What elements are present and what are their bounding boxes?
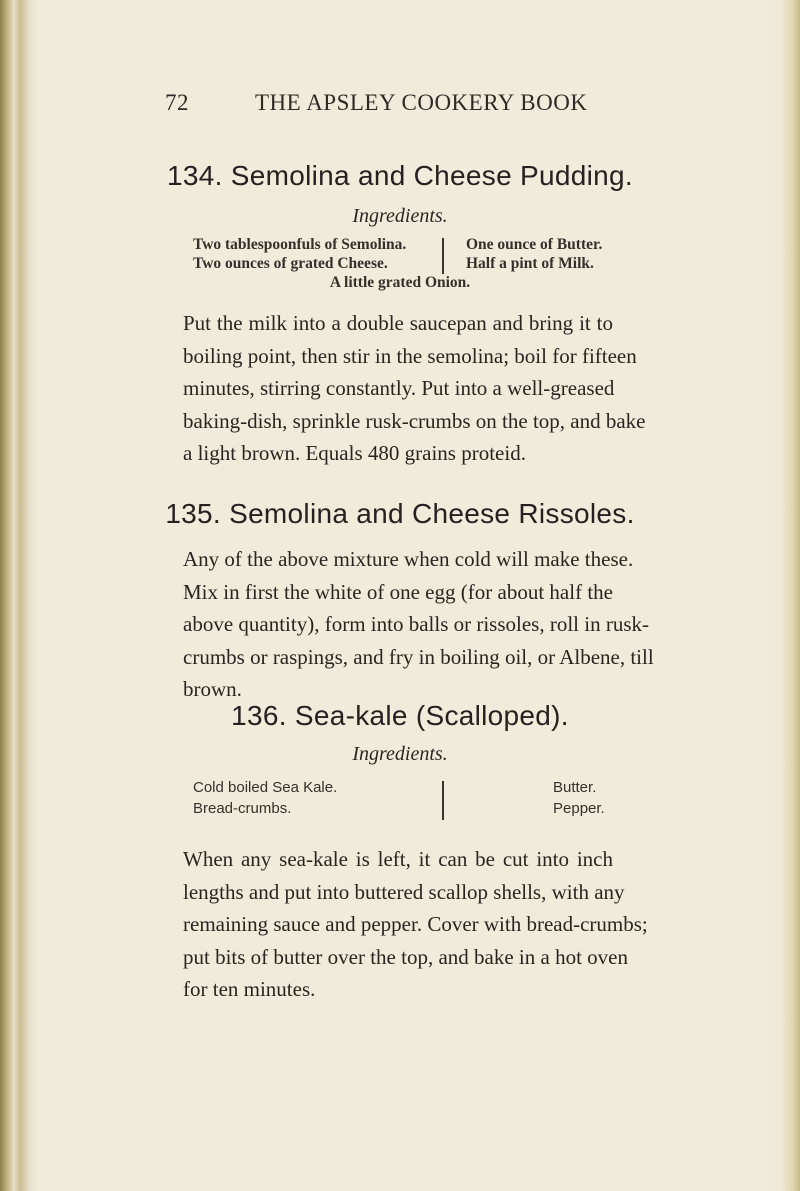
- text-line: put bits of butter over the top, and bake in a hot oven: [183, 944, 628, 969]
- recipe-136-ingredient: Bread-crumbs.: [193, 800, 292, 817]
- text-line: remaining sauce and pepper. Cover with bread-crumbs;: [183, 912, 648, 936]
- text-line: above quantity), form into balls or rissoles, roll in rusk-: [183, 612, 650, 636]
- page-number: 72: [165, 90, 189, 115]
- recipe-134-body: [183, 307, 646, 470]
- ingredients-divider: [442, 781, 444, 820]
- text-line: for ten minutes.: [183, 977, 316, 1001]
- recipe-135-heading: 135. Semolina and Cheese Rissoles.: [165, 498, 635, 529]
- text-line: minutes, stirring constantly. Put into a well-greased: [183, 376, 615, 400]
- recipe-134-ingredient: Two ounces of grated Cheese.: [193, 255, 388, 272]
- text-line: baking-dish, sprinkle rusk-crumbs on the top, and bake: [183, 408, 646, 433]
- recipe-136-ingredient: Cold boiled Sea Kale.: [193, 779, 338, 796]
- recipe-134-ingredient: A little grated Onion.: [329, 274, 471, 291]
- recipe-134-heading: 134. Semolina and Cheese Pudding.: [166, 160, 633, 191]
- recipe-136-ingredient: Pepper.: [553, 800, 605, 817]
- text-line: Put the milk into a double saucepan and bring it to: [183, 311, 613, 335]
- text-line: When any sea-kale is left, it can be cut into inch: [183, 847, 613, 871]
- text-line: a light brown. Equals 480 grains proteid.: [183, 441, 526, 465]
- text-line: crumbs or raspings, and fry in boiling oil, or Albene, till: [183, 644, 654, 669]
- recipe-136-heading: 136. Sea-kale (Scalloped).: [231, 700, 569, 731]
- text-line: Mix in first the white of one egg (for about half the: [183, 579, 613, 604]
- recipe-136-ingredient: Butter.: [553, 779, 597, 796]
- recipe-136-ingredients-label: Ingredients.: [352, 743, 448, 765]
- recipe-136-body: [183, 843, 648, 1006]
- recipe-134-ingredient: Half a pint of Milk.: [466, 255, 594, 272]
- text-line: brown.: [183, 677, 242, 701]
- ingredients-divider: [442, 238, 444, 274]
- text-line: lengths and put into buttered scallop shells, with any: [183, 879, 625, 904]
- recipe-134-ingredients-label: Ingredients.: [352, 205, 448, 227]
- recipe-134-ingredient: Two tablespoonfuls of Semolina.: [193, 236, 407, 253]
- text-line: Any of the above mixture when cold will make these.: [183, 547, 634, 571]
- running-head: [165, 90, 635, 116]
- text-line: boiling point, then stir in the semolina; boil for fifteen: [183, 343, 637, 368]
- recipe-135-body: [183, 543, 654, 706]
- recipe-134-ingredient: One ounce of Butter.: [466, 236, 603, 253]
- book-title: THE APSLEY COOKERY BOOK: [255, 90, 588, 115]
